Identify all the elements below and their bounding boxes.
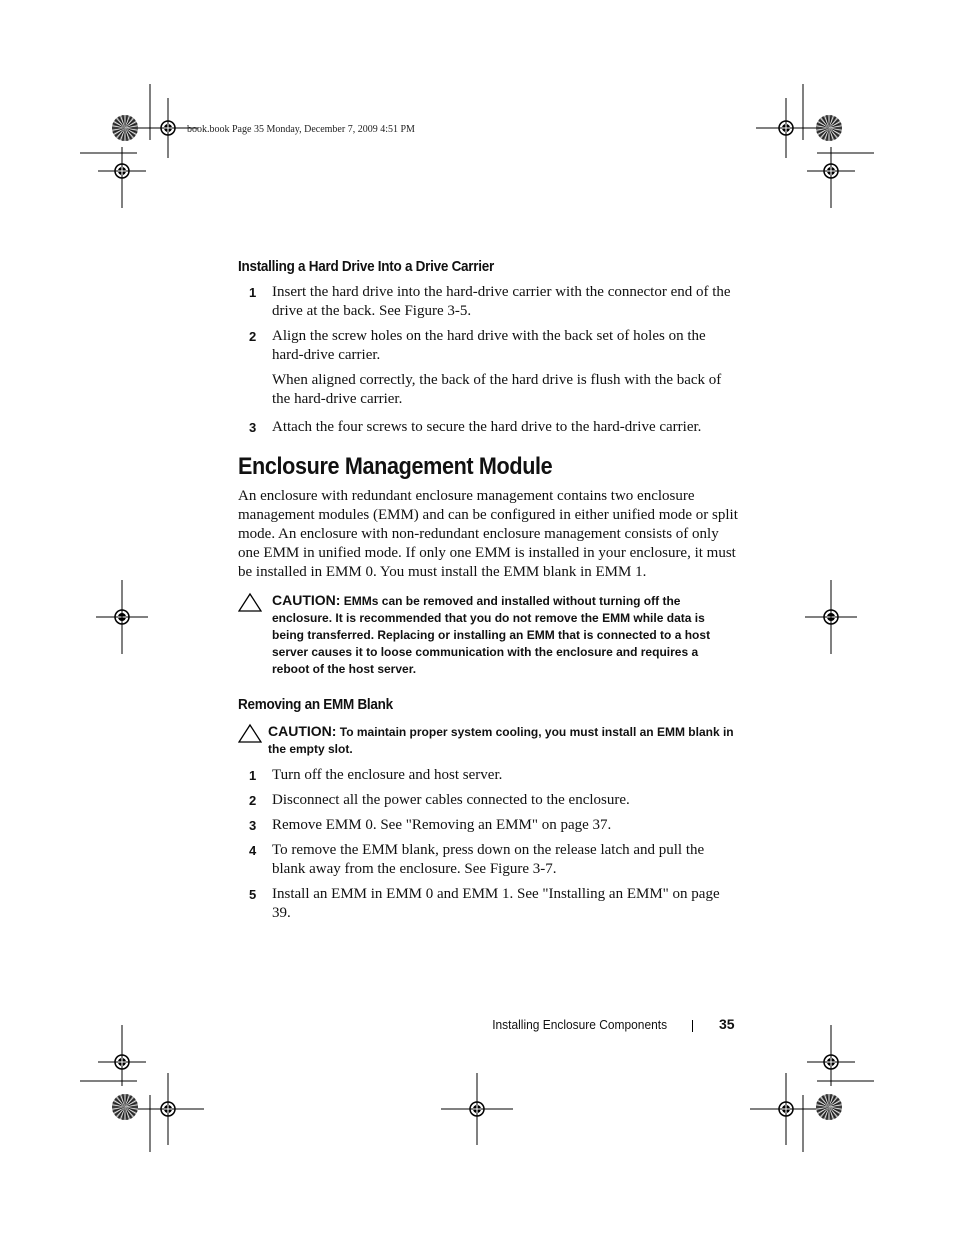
list-item xyxy=(238,791,738,810)
list-item xyxy=(238,283,738,321)
step-text: Disconnect all the power cables connected to the enclosure. xyxy=(272,792,630,808)
caution-text: To maintain proper system cooling, you must install an EMM blank in the empty slot. xyxy=(268,725,734,756)
list-item xyxy=(238,841,738,879)
list-item xyxy=(238,418,738,437)
footer-section-title: Installing Enclosure Components xyxy=(492,1017,667,1032)
list-item xyxy=(238,327,738,409)
starburst-mark-icon xyxy=(816,115,842,141)
crosshair-mark-icon xyxy=(98,1038,146,1086)
list-item xyxy=(238,885,738,923)
step-number: 4 xyxy=(249,843,257,858)
step-text: Turn off the enclosure and host server. xyxy=(272,767,503,783)
list-item xyxy=(238,816,738,835)
step-text: Attach the four screws to secure the hard drive to the hard-drive carrier. xyxy=(272,419,702,435)
print-header: book.book Page 35 Monday, December 7, 2009 4:51 PM xyxy=(187,124,415,135)
starburst-mark-icon xyxy=(112,1094,138,1120)
crosshair-mark-icon xyxy=(441,1073,513,1145)
crosshair-mark-icon xyxy=(807,1038,855,1086)
list-item xyxy=(238,766,738,785)
step-number: 2 xyxy=(249,793,257,808)
paragraph-emm-intro: An enclosure with redundant enclosure management contains two enclosure management modules (EMM) and can be configured in either unified mode or split mode. An enclosure with non-redundant enclosure management consists of only one EMM in unified mode. If only one EMM is installed in your enclosure, it must be installed in EMM 0. You must install the EMM blank in EMM 1. xyxy=(238,488,738,580)
page-footer xyxy=(0,1015,954,1035)
step-note: When aligned correctly, the back of the hard drive is flush with the back of the hard-drive carrier. xyxy=(272,372,722,407)
step-number: 3 xyxy=(249,818,257,833)
step-text: Align the screw holes on the hard drive with the back set of holes on the hard-drive carrier. xyxy=(272,328,706,363)
starburst-mark-icon xyxy=(112,115,138,141)
caution-text: EMMs can be removed and installed without turning off the enclosure. It is recommended that you do not remove the EMM while data is being transferred. Replacing or installing an EMM that is connected to a host server causes it to loose communication with the enclosure and requires a reboot of the host server. xyxy=(272,594,711,676)
crosshair-mark-icon xyxy=(756,98,816,158)
caution-icon xyxy=(238,723,262,743)
step-number: 1 xyxy=(249,768,257,783)
step-number: 1 xyxy=(249,285,257,300)
starburst-mark-icon xyxy=(816,1094,842,1120)
step-number: 5 xyxy=(249,887,257,902)
step-text: To remove the EMM blank, press down on the release latch and pull the blank away from the enclosure. See Figure 3-7. xyxy=(272,842,705,877)
footer-divider xyxy=(692,1020,693,1032)
caution-system-cooling xyxy=(238,723,738,758)
caution-label: CAUTION: xyxy=(268,723,337,739)
steps-installing-hard-drive xyxy=(238,283,738,437)
step-number: 2 xyxy=(249,329,257,344)
steps-removing-emm-blank xyxy=(238,766,738,923)
step-number: 3 xyxy=(249,420,257,435)
crosshair-mark-icon xyxy=(98,147,146,195)
caution-label: CAUTION: xyxy=(272,592,341,608)
step-text: Insert the hard drive into the hard-drive carrier with the connector end of the drive at the back. See Figure 3-5. xyxy=(272,284,731,319)
caution-icon xyxy=(238,592,262,612)
crosshair-mark-icon xyxy=(132,1073,204,1145)
crosshair-mark-icon xyxy=(807,147,855,195)
section-heading-installing-hard-drive: Installing a Hard Drive Into a Drive Carrier xyxy=(238,258,494,275)
section-heading-removing-emm-blank: Removing an EMM Blank xyxy=(238,696,393,713)
step-text: Remove EMM 0. See "Removing an EMM" on page 37. xyxy=(272,817,612,833)
page-number: 35 xyxy=(719,1016,735,1032)
section-heading-enclosure-management-module: Enclosure Management Module xyxy=(238,453,553,480)
caution-emm-removal xyxy=(238,592,738,678)
step-text: Install an EMM in EMM 0 and EMM 1. See "Installing an EMM" on page 39. xyxy=(272,886,720,921)
crosshair-mark-icon xyxy=(750,1073,822,1145)
page-content xyxy=(238,258,738,929)
